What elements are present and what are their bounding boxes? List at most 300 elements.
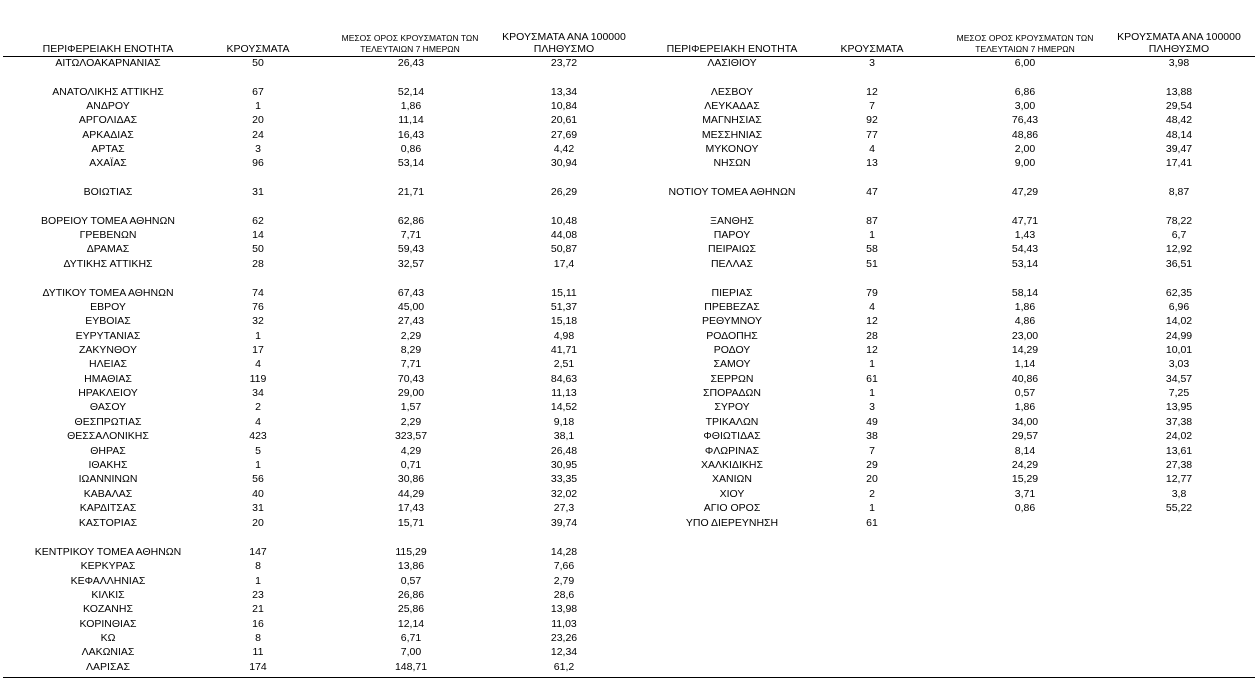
cases-cell: 1 xyxy=(869,502,875,514)
region-name-cell: ΒΟΡΕΙΟΥ ΤΟΜΕΑ ΑΘΗΝΩΝ xyxy=(41,215,175,227)
cases-cell: 12 xyxy=(866,344,878,356)
per100k-cell: 62,35 xyxy=(1165,287,1193,299)
avg-7day-cell: 13,86 xyxy=(397,560,425,572)
region-name-cell: ΒΟΙΩΤΙΑΣ xyxy=(83,186,133,198)
region-name-cell: ΖΑΚΥΝΘΟΥ xyxy=(78,344,137,356)
table-row xyxy=(0,329,1258,343)
cases-cell: 14 xyxy=(252,229,264,241)
avg-7day-cell: 1,86 xyxy=(1014,401,1036,413)
avg-7day-cell: 76,43 xyxy=(1011,114,1039,126)
region-name-cell: ΠΕΙΡΑΙΩΣ xyxy=(708,243,756,255)
avg-7day-cell: 34,00 xyxy=(1011,416,1039,428)
per100k-cell: 17,41 xyxy=(1165,157,1193,169)
cases-cell: 3 xyxy=(869,57,875,69)
per100k-cell: 28,6 xyxy=(553,589,575,601)
avg-7day-cell: 9,00 xyxy=(1014,157,1036,169)
header-avg-line1: ΜΕΣΟΣ ΟΡΟΣ ΚΡΟΥΣΜΑΤΩΝ ΤΩΝ xyxy=(341,33,479,43)
region-name-cell: ΜΕΣΣΗΝΙΑΣ xyxy=(701,129,763,141)
cases-cell: 423 xyxy=(249,430,267,442)
header-region-right: ΠΕΡΙΦΕΡΕΙΑΚΗ ΕΝΟΤΗΤΑ xyxy=(666,43,798,55)
avg-7day-cell: 27,43 xyxy=(397,315,425,327)
per100k-cell: 6,7 xyxy=(1171,229,1187,241)
header-per100k-line1: ΚΡΟΥΣΜΑΤΑ ΑΝΑ 100000 xyxy=(502,31,626,43)
avg-7day-cell: 7,71 xyxy=(400,229,422,241)
per100k-cell: 41,71 xyxy=(550,344,578,356)
cases-cell: 29 xyxy=(866,459,878,471)
region-name-cell: ΦΛΩΡΙΝΑΣ xyxy=(704,445,760,457)
region-name-cell: ΙΘΑΚΗΣ xyxy=(88,459,128,471)
avg-7day-cell: 48,86 xyxy=(1011,129,1039,141)
per100k-cell: 11,13 xyxy=(551,387,577,399)
per100k-cell: 37,38 xyxy=(1165,416,1193,428)
avg-7day-cell: 16,43 xyxy=(397,129,425,141)
region-name-cell: ΚΟΡΙΝΘΙΑΣ xyxy=(79,618,137,630)
avg-7day-cell: 53,14 xyxy=(397,157,425,169)
table-row xyxy=(0,574,1258,588)
cases-cell: 79 xyxy=(866,287,878,299)
avg-7day-cell: 7,71 xyxy=(400,358,422,370)
table-row xyxy=(0,617,1258,631)
cases-cell: 58 xyxy=(866,243,878,255)
avg-7day-cell: 67,43 xyxy=(397,287,425,299)
region-name-cell: ΑΡΓΟΛΙΔΑΣ xyxy=(78,114,138,126)
avg-7day-cell: 2,29 xyxy=(400,416,422,428)
region-name-cell: ΕΥΡΥΤΑΝΙΑΣ xyxy=(75,330,141,342)
header-avg-line1: ΜΕΣΟΣ ΟΡΟΣ ΚΡΟΥΣΜΑΤΩΝ ΤΩΝ xyxy=(956,33,1094,43)
cases-cell: 174 xyxy=(249,661,267,673)
region-name-cell: ΧΙΟΥ xyxy=(719,488,745,500)
cases-cell: 1 xyxy=(869,387,875,399)
per100k-cell: 13,61 xyxy=(1165,445,1193,457)
cases-cell: 24 xyxy=(252,129,264,141)
cases-cell: 67 xyxy=(252,86,264,98)
region-name-cell: ΧΑΝΙΩΝ xyxy=(712,473,752,485)
region-name-cell: ΘΕΣΣΑΛΟΝΙΚΗΣ xyxy=(67,430,149,442)
table-row xyxy=(0,559,1258,573)
region-name-cell: ΚΑΡΔΙΤΣΑΣ xyxy=(79,502,137,514)
per100k-cell: 29,54 xyxy=(1165,100,1193,112)
region-name-cell: ΑΡΤΑΣ xyxy=(91,143,125,155)
table-row xyxy=(0,472,1258,486)
region-name-cell: ΛΑΚΩΝΙΑΣ xyxy=(81,646,135,658)
per100k-cell: 24,99 xyxy=(1165,330,1193,342)
avg-7day-cell: 24,29 xyxy=(1011,459,1039,471)
avg-7day-cell: 53,14 xyxy=(1011,258,1039,270)
per100k-cell: 14,28 xyxy=(550,546,578,558)
per100k-cell: 9,18 xyxy=(553,416,575,428)
header-cases-left: ΚΡΟΥΣΜΑΤΑ xyxy=(226,43,290,55)
avg-7day-cell: 1,14 xyxy=(1014,358,1036,370)
table-row xyxy=(0,444,1258,458)
cases-cell: 50 xyxy=(252,57,264,69)
avg-7day-cell: 23,00 xyxy=(1011,330,1039,342)
avg-7day-cell: 52,14 xyxy=(397,86,425,98)
region-name-cell: ΧΑΛΚΙΔΙΚΗΣ xyxy=(701,459,763,471)
avg-7day-cell: 58,14 xyxy=(1011,287,1039,299)
per100k-cell: 39,47 xyxy=(1165,143,1193,155)
header-per100k-line2: ΠΛΗΘΥΣΜΟ xyxy=(1148,43,1210,55)
table-row xyxy=(0,660,1258,674)
per100k-cell: 55,22 xyxy=(1165,502,1193,514)
region-name-cell: ΡΕΘΥΜΝΟΥ xyxy=(701,315,762,327)
table-row xyxy=(0,214,1258,228)
header-avg-left xyxy=(320,33,500,55)
avg-7day-cell: 40,86 xyxy=(1011,373,1039,385)
per100k-cell: 2,51 xyxy=(553,358,575,370)
region-name-cell: ΚΩ xyxy=(100,632,116,644)
header-region-left: ΠΕΡΙΦΕΡΕΙΑΚΗ ΕΝΟΤΗΤΑ xyxy=(42,43,174,55)
cases-cell: 7 xyxy=(869,100,875,112)
cases-cell: 8 xyxy=(255,632,261,644)
region-name-cell: ΕΥΒΟΙΑΣ xyxy=(85,315,131,327)
avg-7day-cell: 4,29 xyxy=(400,445,422,457)
region-name-cell: ΑΙΤΩΛΟΑΚΑΡΝΑΝΙΑΣ xyxy=(55,57,161,69)
avg-7day-cell: 45,00 xyxy=(397,301,425,313)
per100k-cell: 50,87 xyxy=(550,243,578,255)
cases-cell: 1 xyxy=(255,330,261,342)
region-name-cell: ΠΕΛΛΑΣ xyxy=(710,258,754,270)
avg-7day-cell: 0,57 xyxy=(400,575,422,587)
table-row xyxy=(0,588,1258,602)
avg-7day-cell: 12,14 xyxy=(397,618,425,630)
per100k-cell: 12,77 xyxy=(1165,473,1193,485)
table-row xyxy=(0,400,1258,414)
header-per100k-line2: ΠΛΗΘΥΣΜΟ xyxy=(533,43,595,55)
avg-7day-cell: 30,86 xyxy=(397,473,425,485)
cases-cell: 12 xyxy=(866,315,878,327)
avg-7day-cell: 29,00 xyxy=(397,387,425,399)
cases-cell: 3 xyxy=(255,143,261,155)
avg-7day-cell: 32,57 xyxy=(397,258,425,270)
per100k-cell: 44,08 xyxy=(550,229,578,241)
cases-cell: 147 xyxy=(249,546,267,558)
per100k-cell: 12,34 xyxy=(550,646,578,658)
per100k-cell: 13,34 xyxy=(550,86,578,98)
region-name-cell: ΕΒΡΟΥ xyxy=(90,301,126,313)
region-name-cell: ΞΑΝΘΗΣ xyxy=(710,215,754,227)
avg-7day-cell: 1,43 xyxy=(1014,229,1036,241)
avg-7day-cell: 6,71 xyxy=(400,632,422,644)
table-row xyxy=(0,286,1258,300)
region-name-cell: ΗΛΕΙΑΣ xyxy=(88,358,127,370)
avg-7day-cell: 17,43 xyxy=(397,502,425,514)
avg-7day-cell: 8,14 xyxy=(1014,445,1036,457)
region-name-cell: ΛΕΣΒΟΥ xyxy=(710,86,754,98)
table-row xyxy=(0,142,1258,156)
table-row xyxy=(0,545,1258,559)
region-name-cell: ΙΩΑΝΝΙΝΩΝ xyxy=(78,473,138,485)
per100k-cell: 26,48 xyxy=(550,445,578,457)
cases-cell: 1 xyxy=(255,575,261,587)
region-name-cell: ΓΡΕΒΕΝΩΝ xyxy=(79,229,137,241)
table-row xyxy=(0,487,1258,501)
cases-cell: 49 xyxy=(866,416,878,428)
table-row xyxy=(0,242,1258,256)
cases-cell: 1 xyxy=(255,100,261,112)
region-name-cell: ΘΗΡΑΣ xyxy=(90,445,126,457)
table-row xyxy=(0,128,1258,142)
header-cases-right: ΚΡΟΥΣΜΑΤΑ xyxy=(840,43,904,55)
per100k-cell: 4,98 xyxy=(553,330,575,342)
header-avg-line2: ΤΕΛΕΥΤΑΙΩΝ 7 ΗΜΕΡΩΝ xyxy=(975,44,1075,54)
region-name-cell: ΝΟΤΙΟΥ ΤΟΜΕΑ ΑΘΗΝΩΝ xyxy=(668,186,796,198)
per100k-cell: 27,3 xyxy=(553,502,575,514)
header-per100k-left xyxy=(478,31,650,55)
cases-cell: 20 xyxy=(252,517,264,529)
cases-cell: 38 xyxy=(866,430,878,442)
region-name-cell: ΣΑΜΟΥ xyxy=(713,358,751,370)
per100k-cell: 34,57 xyxy=(1165,373,1193,385)
avg-7day-cell: 54,43 xyxy=(1011,243,1039,255)
avg-7day-cell: 14,29 xyxy=(1011,344,1039,356)
cases-cell: 56 xyxy=(252,473,264,485)
region-name-cell: ΣΠΟΡΑΔΩΝ xyxy=(703,387,761,399)
header-per100k-line1: ΚΡΟΥΣΜΑΤΑ ΑΝΑ 100000 xyxy=(1117,31,1241,43)
avg-7day-cell: 2,29 xyxy=(400,330,422,342)
cases-cell: 11 xyxy=(252,646,264,658)
table-row xyxy=(0,85,1258,99)
per100k-cell: 10,01 xyxy=(1165,344,1193,356)
table-row xyxy=(0,501,1258,515)
cases-cell: 76 xyxy=(252,301,264,313)
cases-cell: 1 xyxy=(869,229,875,241)
region-name-cell: ΚΟΖΑΝΗΣ xyxy=(83,603,133,615)
region-name-cell: ΤΡΙΚΑΛΩΝ xyxy=(705,416,759,428)
cases-cell: 20 xyxy=(866,473,878,485)
per100k-cell: 30,94 xyxy=(550,157,578,169)
per100k-cell: 61,2 xyxy=(553,661,575,673)
region-name-cell: ΜΥΚΟΝΟΥ xyxy=(705,143,759,155)
table-row xyxy=(0,372,1258,386)
avg-7day-cell: 4,86 xyxy=(1014,315,1036,327)
cases-cell: 13 xyxy=(866,157,878,169)
cases-cell: 34 xyxy=(252,387,264,399)
region-name-cell: ΚΑΒΑΛΑΣ xyxy=(83,488,133,500)
avg-7day-cell: 1,86 xyxy=(400,100,422,112)
per100k-cell: 12,92 xyxy=(1165,243,1193,255)
region-name-cell: ΝΗΣΩΝ xyxy=(713,157,751,169)
per100k-cell: 38,1 xyxy=(553,430,575,442)
per100k-cell: 11,03 xyxy=(551,618,577,630)
table-row xyxy=(0,228,1258,242)
avg-7day-cell: 15,29 xyxy=(1011,473,1039,485)
region-name-cell: ΑΡΚΑΔΙΑΣ xyxy=(82,129,134,141)
per100k-cell: 17,4 xyxy=(553,258,575,270)
cases-cell: 74 xyxy=(252,287,264,299)
cases-cell: 28 xyxy=(866,330,878,342)
avg-7day-cell: 62,86 xyxy=(397,215,425,227)
region-name-cell: ΦΘΙΩΤΙΔΑΣ xyxy=(703,430,761,442)
region-name-cell: ΚΕΡΚΥΡΑΣ xyxy=(80,560,136,572)
region-name-cell: ΚΕΝΤΡΙΚΟΥ ΤΟΜΕΑ ΑΘΗΝΩΝ xyxy=(34,546,182,558)
region-name-cell: ΜΑΓΝΗΣΙΑΣ xyxy=(702,114,762,126)
cases-cell: 2 xyxy=(255,401,261,413)
per100k-cell: 24,02 xyxy=(1165,430,1193,442)
header-avg-right xyxy=(935,33,1115,55)
table-row xyxy=(0,185,1258,199)
cases-cell: 4 xyxy=(255,416,261,428)
per100k-cell: 78,22 xyxy=(1165,215,1193,227)
avg-7day-cell: 26,86 xyxy=(397,589,425,601)
per100k-cell: 6,96 xyxy=(1168,301,1190,313)
avg-7day-cell: 25,86 xyxy=(397,603,425,615)
avg-7day-cell: 6,00 xyxy=(1014,57,1036,69)
per100k-cell: 84,63 xyxy=(550,373,578,385)
per100k-cell: 3,98 xyxy=(1168,57,1190,69)
per100k-cell: 27,69 xyxy=(550,129,578,141)
avg-7day-cell: 0,86 xyxy=(400,143,422,155)
table-row xyxy=(0,99,1258,113)
cases-cell: 8 xyxy=(255,560,261,572)
per100k-cell: 13,95 xyxy=(1165,401,1193,413)
region-name-cell: ΛΑΡΙΣΑΣ xyxy=(86,661,130,673)
table-row xyxy=(0,645,1258,659)
per100k-cell: 33,35 xyxy=(550,473,578,485)
per100k-cell: 2,79 xyxy=(553,575,575,587)
region-name-cell: ΚΑΣΤΟΡΙΑΣ xyxy=(78,517,138,529)
bottom-rule xyxy=(3,677,1255,678)
region-name-cell: ΠΑΡΟΥ xyxy=(713,229,751,241)
table-row xyxy=(0,386,1258,400)
cases-cell: 119 xyxy=(249,373,267,385)
per100k-cell: 48,42 xyxy=(1165,114,1193,126)
avg-7day-cell: 44,29 xyxy=(397,488,425,500)
cases-cell: 28 xyxy=(252,258,264,270)
region-name-cell: ΠΡΕΒΕΖΑΣ xyxy=(704,301,760,313)
avg-7day-cell: 0,86 xyxy=(1014,502,1036,514)
avg-7day-cell: 21,71 xyxy=(397,186,425,198)
region-name-cell: ΣΥΡΟΥ xyxy=(714,401,750,413)
avg-7day-cell: 323,57 xyxy=(394,430,428,442)
region-name-cell: ΗΡΑΚΛΕΙΟΥ xyxy=(78,387,138,399)
region-name-cell: ΚΙΛΚΙΣ xyxy=(91,589,125,601)
cases-cell: 2 xyxy=(869,488,875,500)
table-row xyxy=(0,257,1258,271)
region-name-cell: ΛΑΣΙΘΙΟΥ xyxy=(707,57,757,69)
table-row xyxy=(0,56,1258,70)
cases-cell: 62 xyxy=(252,215,264,227)
table-row xyxy=(0,516,1258,530)
table-row xyxy=(0,602,1258,616)
per100k-cell: 4,42 xyxy=(553,143,575,155)
table-row xyxy=(0,357,1258,371)
avg-7day-cell: 7,00 xyxy=(400,646,422,658)
per100k-cell: 7,25 xyxy=(1168,387,1190,399)
cases-cell: 92 xyxy=(866,114,878,126)
cases-cell: 16 xyxy=(252,618,264,630)
avg-7day-cell: 6,86 xyxy=(1014,86,1036,98)
table-row xyxy=(0,429,1258,443)
region-name-cell: ΣΕΡΡΩΝ xyxy=(710,373,754,385)
per100k-cell: 20,61 xyxy=(550,114,578,126)
region-name-cell: ΠΙΕΡΙΑΣ xyxy=(711,287,753,299)
cases-cell: 32 xyxy=(252,315,264,327)
per100k-cell: 48,14 xyxy=(1165,129,1193,141)
region-name-cell: ΡΟΔΟΠΗΣ xyxy=(706,330,758,342)
cases-cell: 4 xyxy=(255,358,261,370)
cases-cell: 77 xyxy=(866,129,878,141)
per100k-cell: 10,84 xyxy=(550,100,578,112)
table-row xyxy=(0,300,1258,314)
table-row xyxy=(0,415,1258,429)
cases-cell: 1 xyxy=(255,459,261,471)
cases-cell: 5 xyxy=(255,445,261,457)
per100k-cell: 27,38 xyxy=(1165,459,1193,471)
region-name-cell: ΑΓΙΟ ΟΡΟΣ xyxy=(703,502,761,514)
cases-cell: 4 xyxy=(869,143,875,155)
cases-cell: 51 xyxy=(866,258,878,270)
cases-cell: 31 xyxy=(252,186,264,198)
per100k-cell: 15,11 xyxy=(551,287,577,299)
avg-7day-cell: 47,29 xyxy=(1011,186,1039,198)
region-name-cell: ΡΟΔΟΥ xyxy=(713,344,751,356)
table-row xyxy=(0,343,1258,357)
avg-7day-cell: 0,71 xyxy=(400,459,422,471)
cases-cell: 1 xyxy=(869,358,875,370)
avg-7day-cell: 8,29 xyxy=(400,344,422,356)
avg-7day-cell: 3,00 xyxy=(1014,100,1036,112)
region-name-cell: ΑΝΔΡΟΥ xyxy=(86,100,130,112)
table-row xyxy=(0,314,1258,328)
region-name-cell: ΔΡΑΜΑΣ xyxy=(86,243,130,255)
per100k-cell: 36,51 xyxy=(1165,258,1193,270)
region-name-cell: ΑΧΑΪΑΣ xyxy=(89,157,127,169)
cases-cell: 87 xyxy=(866,215,878,227)
per100k-cell: 23,72 xyxy=(550,57,578,69)
cases-cell: 23 xyxy=(252,589,264,601)
avg-7day-cell: 29,57 xyxy=(1011,430,1039,442)
per100k-cell: 30,95 xyxy=(550,459,578,471)
region-name-cell: ΘΕΣΠΡΩΤΙΑΣ xyxy=(74,416,142,428)
cases-cell: 17 xyxy=(252,344,264,356)
cases-cell: 31 xyxy=(252,502,264,514)
avg-7day-cell: 15,71 xyxy=(397,517,425,529)
avg-7day-cell: 1,86 xyxy=(1014,301,1036,313)
per100k-cell: 14,02 xyxy=(1165,315,1193,327)
per100k-cell: 8,87 xyxy=(1168,186,1190,198)
cases-cell: 4 xyxy=(869,301,875,313)
per100k-cell: 10,48 xyxy=(550,215,578,227)
avg-7day-cell: 59,43 xyxy=(397,243,425,255)
cases-cell: 96 xyxy=(252,157,264,169)
header-avg-line2: ΤΕΛΕΥΤΑΙΩΝ 7 ΗΜΕΡΩΝ xyxy=(360,44,460,54)
per100k-cell: 32,02 xyxy=(550,488,578,500)
cases-cell: 12 xyxy=(866,86,878,98)
avg-7day-cell: 47,71 xyxy=(1011,215,1039,227)
per100k-cell: 3,03 xyxy=(1168,358,1190,370)
cases-cell: 61 xyxy=(866,373,878,385)
per100k-cell: 14,52 xyxy=(550,401,578,413)
table-row xyxy=(0,113,1258,127)
avg-7day-cell: 3,71 xyxy=(1014,488,1036,500)
region-name-cell: ΛΕΥΚΑΔΑΣ xyxy=(704,100,760,112)
header-per100k-right xyxy=(1093,31,1258,55)
per100k-cell: 39,74 xyxy=(550,517,578,529)
per100k-cell: 26,29 xyxy=(550,186,578,198)
cases-cell: 21 xyxy=(252,603,264,615)
table-row xyxy=(0,156,1258,170)
cases-cell: 47 xyxy=(866,186,878,198)
region-name-cell: ΗΜΑΘΙΑΣ xyxy=(84,373,132,385)
per100k-cell: 15,18 xyxy=(550,315,578,327)
cases-cell: 61 xyxy=(866,517,878,529)
per100k-cell: 51,37 xyxy=(550,301,578,313)
cases-cell: 50 xyxy=(252,243,264,255)
table-row xyxy=(0,631,1258,645)
per100k-cell: 7,66 xyxy=(553,560,575,572)
avg-7day-cell: 1,57 xyxy=(400,401,422,413)
region-name-cell: ΥΠΟ ΔΙΕΡΕΥΝΗΣΗ xyxy=(685,517,779,529)
